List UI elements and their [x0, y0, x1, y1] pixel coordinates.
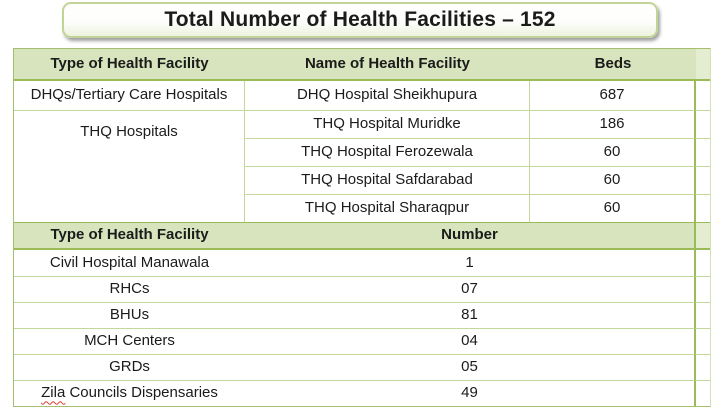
gutter-cell: [696, 250, 710, 276]
header-type-of-health-facility: Type of Health Facility: [14, 49, 245, 81]
number-value-cell: 04: [245, 328, 696, 354]
facility-name-cell: DHQ Hospital Sheikhupura: [245, 81, 530, 110]
facility-type-merged-cell: THQ Hospitals: [14, 110, 245, 222]
gutter-cell: [696, 194, 710, 222]
header-beds: Beds: [530, 49, 696, 81]
beds-value-cell: 60: [530, 166, 696, 194]
facility-type-cell: GRDs: [14, 354, 245, 380]
spellcheck-flagged-word: Zila: [41, 384, 66, 402]
facility-name-cell: THQ Hospital Ferozewala: [245, 138, 530, 166]
count-table-section: [14, 222, 710, 406]
page-title: Total Number of Health Facilities – 152: [164, 8, 556, 31]
facility-type-cell: [14, 380, 245, 406]
gutter-cell: [696, 380, 710, 406]
gutter-cell: [696, 328, 710, 354]
beds-value-cell: 60: [530, 138, 696, 166]
facility-type-cell: RHCs: [14, 276, 245, 302]
beds-value-cell: 186: [530, 110, 696, 138]
gutter-cell: [696, 166, 710, 194]
header-gutter-cell: [696, 222, 710, 250]
facility-name-cell: THQ Hospital Sharaqpur: [245, 194, 530, 222]
number-value-cell: 49: [245, 380, 696, 406]
health-facilities-table: [13, 48, 711, 407]
number-value-cell: 07: [245, 276, 696, 302]
number-value-cell: 1: [245, 250, 696, 276]
number-value-cell: 81: [245, 302, 696, 328]
facility-name-cell: THQ Hospital Muridke: [245, 110, 530, 138]
facility-type-cell: Civil Hospital Manawala: [49, 253, 210, 271]
gutter-cell: [696, 110, 710, 138]
header-type-of-health-facility: Type of Health Facility: [14, 222, 245, 250]
gutter-cell: [696, 138, 710, 166]
beds-value-cell: 60: [530, 194, 696, 222]
header-gutter-cell: [696, 49, 710, 81]
title-banner: [62, 2, 658, 38]
number-value-cell: 05: [245, 354, 696, 380]
facility-name-cell: THQ Hospital Safdarabad: [245, 166, 530, 194]
facility-type-cell: MCH Centers: [14, 328, 245, 354]
facility-type-text: Councils Dispensaries: [69, 384, 218, 402]
gutter-cell: [696, 302, 710, 328]
header-number: Number: [245, 222, 696, 250]
beds-table-section: [14, 49, 710, 222]
gutter-cell: [696, 354, 710, 380]
header-name-of-health-facility: Name of Health Facility: [245, 49, 530, 81]
beds-value-cell: 687: [530, 81, 696, 110]
gutter-cell: [696, 81, 710, 110]
facility-type-cell: BHUs: [14, 302, 245, 328]
facility-type-cell: DHQs/Tertiary Care Hospitals: [14, 81, 245, 110]
gutter-cell: [696, 276, 710, 302]
